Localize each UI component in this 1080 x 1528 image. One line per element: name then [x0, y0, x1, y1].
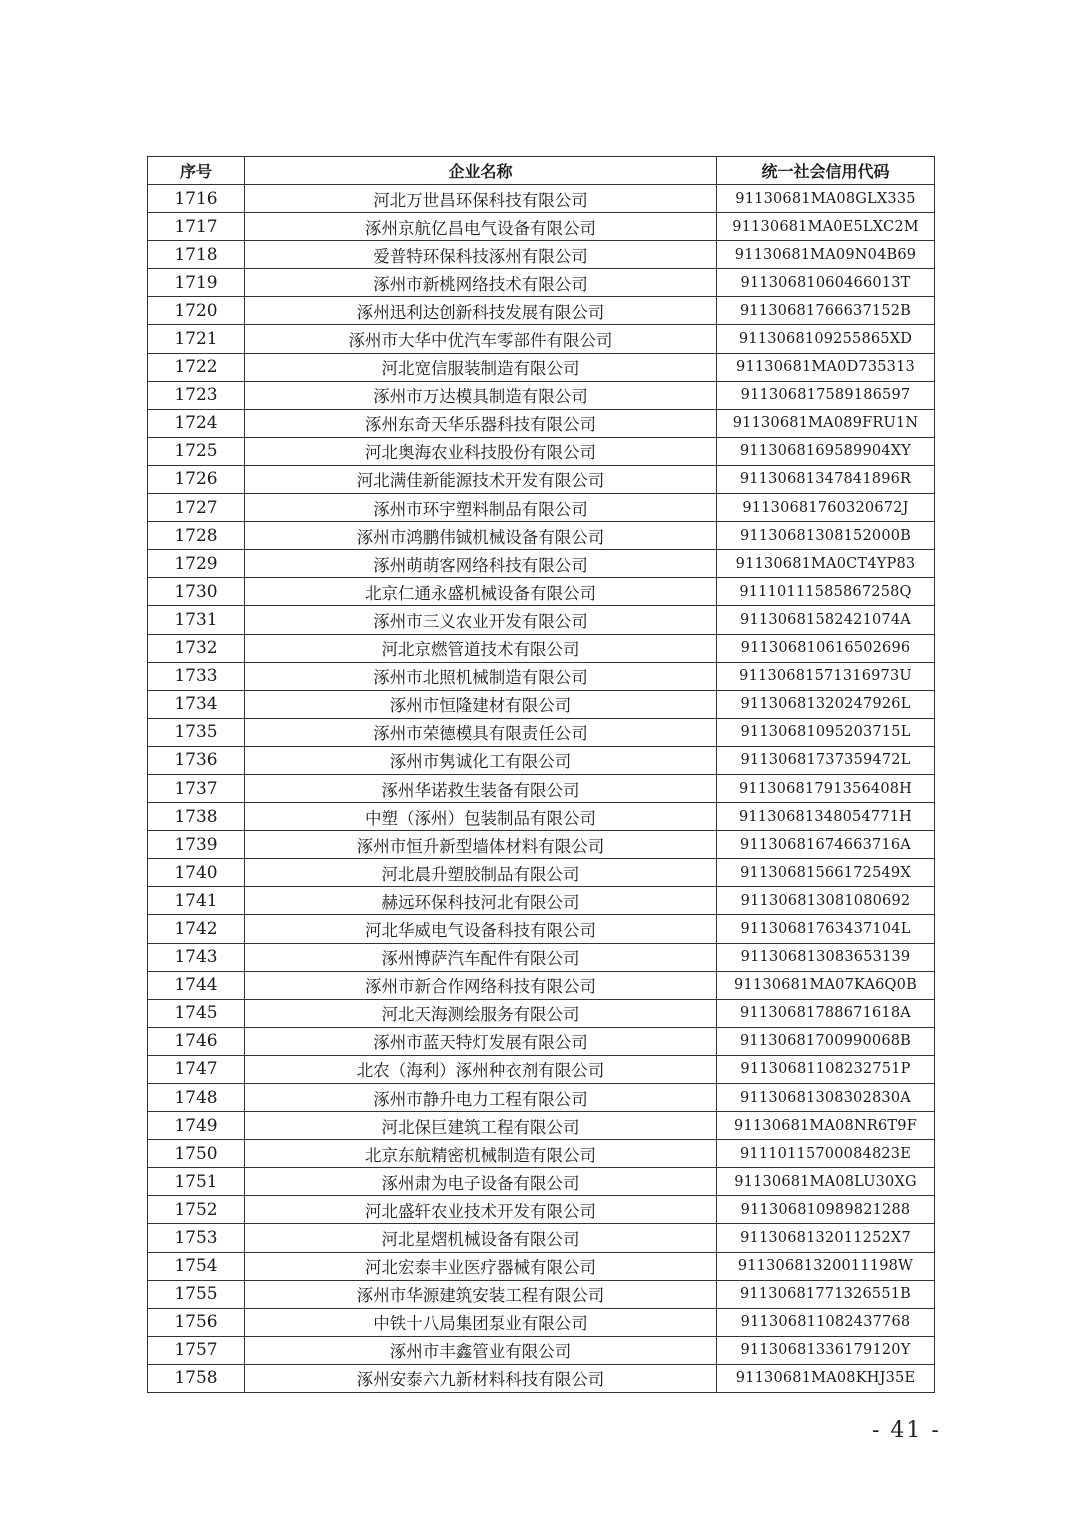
row-credit-code: 91130681MA0CT4YP83 — [717, 550, 935, 578]
row-seq: 1733 — [148, 662, 245, 690]
table-row — [148, 1112, 935, 1140]
row-company-name: 涿州市鸿鹏伟铖机械设备有限公司 — [245, 522, 717, 550]
row-seq: 1748 — [148, 1084, 245, 1112]
row-credit-code: 91130681791356408H — [717, 774, 935, 802]
table-row — [148, 634, 935, 662]
row-seq: 1740 — [148, 859, 245, 887]
table-row — [148, 971, 935, 999]
row-credit-code: 91130681MA08LU30XG — [717, 1168, 935, 1196]
row-seq: 1730 — [148, 578, 245, 606]
row-seq: 1722 — [148, 353, 245, 381]
row-seq: 1746 — [148, 1027, 245, 1055]
row-seq: 1742 — [148, 915, 245, 943]
table-row — [148, 1084, 935, 1112]
table-row — [148, 1168, 935, 1196]
row-seq: 1745 — [148, 999, 245, 1027]
table-row — [148, 213, 935, 241]
table-body — [148, 185, 935, 1393]
row-seq: 1724 — [148, 409, 245, 437]
row-seq: 1755 — [148, 1280, 245, 1308]
row-company-name: 河北盛轩农业技术开发有限公司 — [245, 1196, 717, 1224]
row-seq: 1741 — [148, 887, 245, 915]
row-company-name: 涿州市静升电力工程有限公司 — [245, 1084, 717, 1112]
row-company-name: 涿州博萨汽车配件有限公司 — [245, 943, 717, 971]
row-seq: 1749 — [148, 1112, 245, 1140]
row-credit-code: 9113068169589904XY — [717, 437, 935, 465]
row-company-name: 涿州市三义农业开发有限公司 — [245, 606, 717, 634]
row-company-name: 赫远环保科技河北有限公司 — [245, 887, 717, 915]
row-seq: 1754 — [148, 1252, 245, 1280]
table-row — [148, 1252, 935, 1280]
table-row — [148, 943, 935, 971]
row-credit-code: 911306810616502696 — [717, 634, 935, 662]
row-company-name: 中塑（涿州）包装制品有限公司 — [245, 803, 717, 831]
row-company-name: 河北华威电气设备科技有限公司 — [245, 915, 717, 943]
row-credit-code: 91130681766637152B — [717, 297, 935, 325]
table-row — [148, 185, 935, 213]
row-seq: 1725 — [148, 437, 245, 465]
row-company-name: 涿州安泰六九新材料科技有限公司 — [245, 1364, 717, 1392]
row-seq: 1727 — [148, 494, 245, 522]
table-row — [148, 1336, 935, 1364]
table-row — [148, 1196, 935, 1224]
header-seq: 序号 — [148, 157, 245, 185]
table-row — [148, 1224, 935, 1252]
table-row — [148, 1308, 935, 1336]
row-company-name: 涿州市北照机械制造有限公司 — [245, 662, 717, 690]
row-seq: 1721 — [148, 325, 245, 353]
row-seq: 1750 — [148, 1140, 245, 1168]
row-credit-code: 91130681336179120Y — [717, 1336, 935, 1364]
table-row — [148, 297, 935, 325]
row-seq: 1719 — [148, 269, 245, 297]
table-row — [148, 915, 935, 943]
row-company-name: 河北保巨建筑工程有限公司 — [245, 1112, 717, 1140]
row-company-name: 河北天海测绘服务有限公司 — [245, 999, 717, 1027]
row-credit-code: 91130681308302830A — [717, 1084, 935, 1112]
row-seq: 1729 — [148, 550, 245, 578]
row-company-name: 涿州华诺救生装备有限公司 — [245, 774, 717, 802]
row-company-name: 涿州迅利达创新科技发展有限公司 — [245, 297, 717, 325]
table-row — [148, 465, 935, 493]
row-credit-code: 9113068109255865XD — [717, 325, 935, 353]
row-credit-code: 91130681320011198W — [717, 1252, 935, 1280]
table-row — [148, 606, 935, 634]
row-company-name: 涿州市万达模具制造有限公司 — [245, 381, 717, 409]
row-credit-code: 911306811082437768 — [717, 1308, 935, 1336]
row-credit-code: 91130681700990068B — [717, 1027, 935, 1055]
row-company-name: 涿州市环宇塑料制品有限公司 — [245, 494, 717, 522]
row-credit-code: 91130681MA08GLX335 — [717, 185, 935, 213]
row-company-name: 涿州市新合作网络科技有限公司 — [245, 971, 717, 999]
table-row — [148, 746, 935, 774]
row-seq: 1723 — [148, 381, 245, 409]
row-company-name: 涿州京航亿昌电气设备有限公司 — [245, 213, 717, 241]
row-company-name: 河北奥海农业科技股份有限公司 — [245, 437, 717, 465]
row-credit-code: 91130681760320672J — [717, 494, 935, 522]
row-seq: 1731 — [148, 606, 245, 634]
table-row — [148, 578, 935, 606]
table-row — [148, 1280, 935, 1308]
row-seq: 1756 — [148, 1308, 245, 1336]
table-row — [148, 1055, 935, 1083]
row-seq: 1752 — [148, 1196, 245, 1224]
row-seq: 1743 — [148, 943, 245, 971]
row-seq: 1726 — [148, 465, 245, 493]
table-header-row — [148, 157, 935, 185]
row-credit-code: 91130681737359472L — [717, 746, 935, 774]
row-company-name: 北农（海利）涿州种衣剂有限公司 — [245, 1055, 717, 1083]
table-row — [148, 494, 935, 522]
page-number: - 41 - — [872, 1418, 941, 1443]
enterprise-table-container — [147, 156, 934, 1393]
row-credit-code: 91130681108232751P — [717, 1055, 935, 1083]
row-credit-code: 91130681MA07KA6Q0B — [717, 971, 935, 999]
row-company-name: 河北万世昌环保科技有限公司 — [245, 185, 717, 213]
row-seq: 1758 — [148, 1364, 245, 1392]
row-company-name: 河北京燃管道技术有限公司 — [245, 634, 717, 662]
row-company-name: 涿州市新桃网络技术有限公司 — [245, 269, 717, 297]
row-company-name: 河北星熠机械设备有限公司 — [245, 1224, 717, 1252]
row-seq: 1737 — [148, 774, 245, 802]
row-credit-code: 911306817589186597 — [717, 381, 935, 409]
table-row — [148, 718, 935, 746]
row-seq: 1747 — [148, 1055, 245, 1083]
table-row — [148, 774, 935, 802]
row-credit-code: 911306813081080692 — [717, 887, 935, 915]
row-company-name: 涿州市蓝天特灯发展有限公司 — [245, 1027, 717, 1055]
table-row — [148, 999, 935, 1027]
row-seq: 1757 — [148, 1336, 245, 1364]
table-row — [148, 550, 935, 578]
header-credit-code: 统一社会信用代码 — [717, 157, 935, 185]
table-row — [148, 831, 935, 859]
row-credit-code: 91130681308152000B — [717, 522, 935, 550]
row-company-name: 涿州市恒升新型墙体材料有限公司 — [245, 831, 717, 859]
row-credit-code: 91130681060466013T — [717, 269, 935, 297]
row-seq: 1732 — [148, 634, 245, 662]
row-credit-code: 91130681582421074A — [717, 606, 935, 634]
row-company-name: 涿州东奇天华乐器科技有限公司 — [245, 409, 717, 437]
row-company-name: 河北晨升塑胶制品有限公司 — [245, 859, 717, 887]
row-seq: 1744 — [148, 971, 245, 999]
row-company-name: 河北宽信服装制造有限公司 — [245, 353, 717, 381]
row-company-name: 涿州萌萌客网络科技有限公司 — [245, 550, 717, 578]
table-row — [148, 1140, 935, 1168]
table-row — [148, 803, 935, 831]
row-company-name: 爱普特环保科技涿州有限公司 — [245, 241, 717, 269]
row-credit-code: 911306813083653139 — [717, 943, 935, 971]
table-row — [148, 325, 935, 353]
row-credit-code: 9113068132011252X7 — [717, 1224, 935, 1252]
row-seq: 1753 — [148, 1224, 245, 1252]
row-credit-code: 91130681763437104L — [717, 915, 935, 943]
enterprise-table — [147, 156, 935, 1393]
table-row — [148, 1364, 935, 1392]
row-credit-code: 911306810989821288 — [717, 1196, 935, 1224]
header-company-name: 企业名称 — [245, 157, 717, 185]
row-credit-code: 91130681MA09N04B69 — [717, 241, 935, 269]
row-company-name: 涿州肃为电子设备有限公司 — [245, 1168, 717, 1196]
table-row — [148, 1027, 935, 1055]
row-seq: 1734 — [148, 690, 245, 718]
table-row — [148, 381, 935, 409]
row-credit-code: 91130681347841896R — [717, 465, 935, 493]
row-credit-code: 91110115700084823E — [717, 1140, 935, 1168]
row-credit-code: 91130681320247926L — [717, 690, 935, 718]
row-seq: 1739 — [148, 831, 245, 859]
row-credit-code: 91110111585867258Q — [717, 578, 935, 606]
row-company-name: 河北满佳新能源技术开发有限公司 — [245, 465, 717, 493]
row-seq: 1736 — [148, 746, 245, 774]
row-company-name: 河北宏泰丰业医疗器械有限公司 — [245, 1252, 717, 1280]
table-row — [148, 887, 935, 915]
table-row — [148, 859, 935, 887]
row-credit-code: 91130681MA0D735313 — [717, 353, 935, 381]
row-seq: 1738 — [148, 803, 245, 831]
row-company-name: 北京东航精密机械制造有限公司 — [245, 1140, 717, 1168]
row-company-name: 涿州市华源建筑安装工程有限公司 — [245, 1280, 717, 1308]
table-row — [148, 662, 935, 690]
row-credit-code: 91130681095203715L — [717, 718, 935, 746]
table-row — [148, 522, 935, 550]
table-row — [148, 241, 935, 269]
row-credit-code: 91130681771326551B — [717, 1280, 935, 1308]
row-credit-code: 91130681674663716A — [717, 831, 935, 859]
table-row — [148, 353, 935, 381]
table-row — [148, 409, 935, 437]
row-company-name: 中铁十八局集团泵业有限公司 — [245, 1308, 717, 1336]
row-credit-code: 91130681MA08KHJ35E — [717, 1364, 935, 1392]
row-seq: 1735 — [148, 718, 245, 746]
table-row — [148, 690, 935, 718]
row-seq: 1751 — [148, 1168, 245, 1196]
row-seq: 1718 — [148, 241, 245, 269]
row-credit-code: 91130681566172549X — [717, 859, 935, 887]
row-seq: 1717 — [148, 213, 245, 241]
row-credit-code: 91130681MA0E5LXC2M — [717, 213, 935, 241]
row-company-name: 涿州市丰鑫管业有限公司 — [245, 1336, 717, 1364]
row-company-name: 涿州市大华中优汽车零部件有限公司 — [245, 325, 717, 353]
table-row — [148, 269, 935, 297]
row-seq: 1720 — [148, 297, 245, 325]
row-credit-code: 91130681788671618A — [717, 999, 935, 1027]
row-seq: 1728 — [148, 522, 245, 550]
row-company-name: 涿州市恒隆建材有限公司 — [245, 690, 717, 718]
table-row — [148, 437, 935, 465]
row-credit-code: 91130681MA08NR6T9F — [717, 1112, 935, 1140]
row-credit-code: 91130681MA089FRU1N — [717, 409, 935, 437]
row-company-name: 涿州市荣德模具有限责任公司 — [245, 718, 717, 746]
row-credit-code: 91130681571316973U — [717, 662, 935, 690]
row-credit-code: 91130681348054771H — [717, 803, 935, 831]
row-seq: 1716 — [148, 185, 245, 213]
row-company-name: 涿州市隽诚化工有限公司 — [245, 746, 717, 774]
row-company-name: 北京仁通永盛机械设备有限公司 — [245, 578, 717, 606]
